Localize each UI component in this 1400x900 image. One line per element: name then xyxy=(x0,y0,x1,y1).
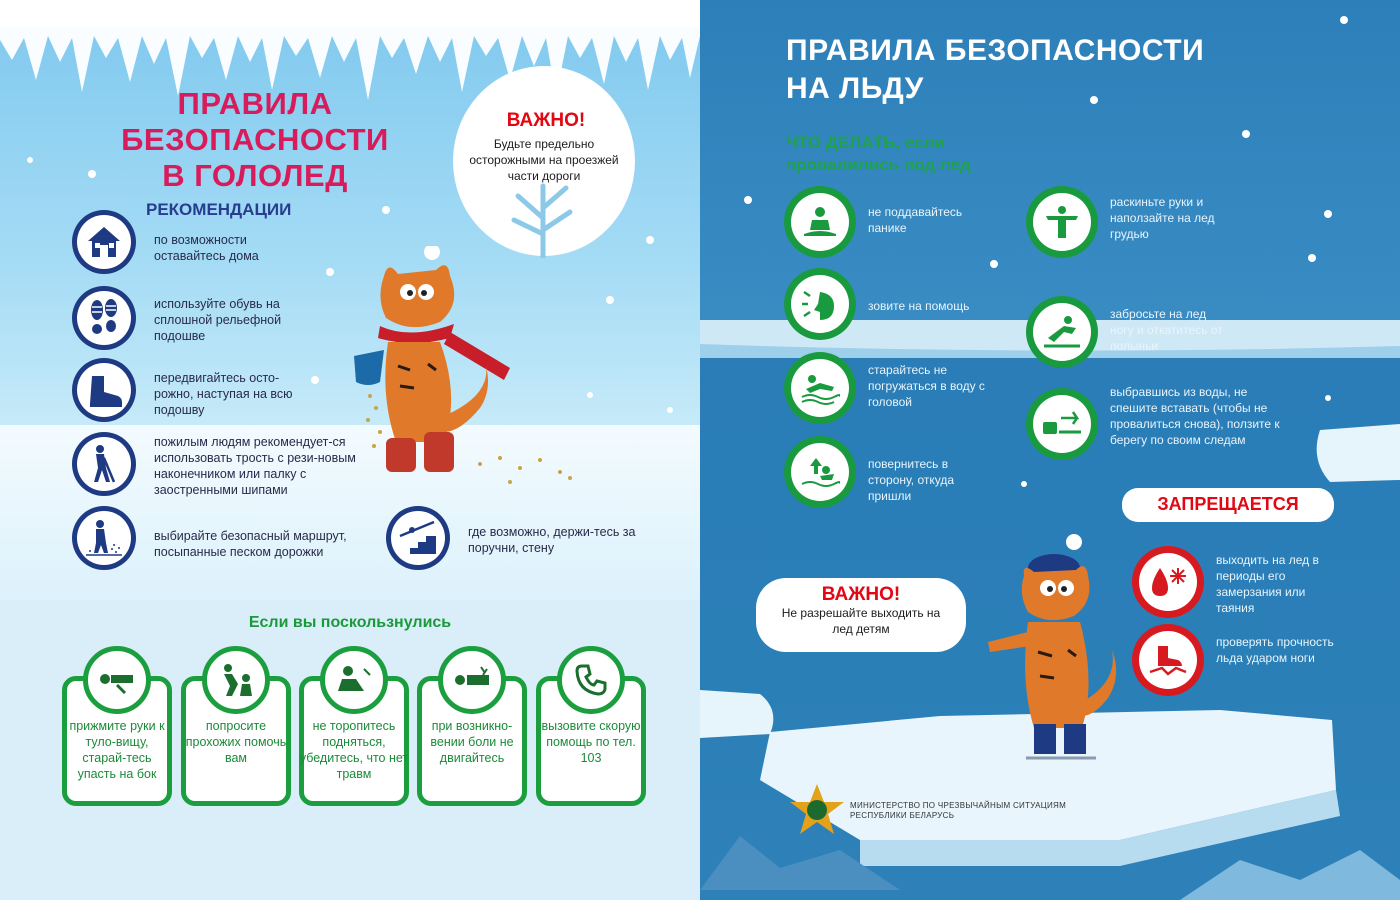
recommendation-text-2: используйте обувь на сплошной рельефной подошве xyxy=(154,297,282,343)
house-icon xyxy=(72,210,136,274)
title-right-line-1: ПРАВИЛА БЕЗОПАСНОСТИ xyxy=(786,34,1205,67)
handrail-stairs-icon xyxy=(386,506,450,570)
phone-icon xyxy=(557,646,625,714)
slip-text-2: попросите прохожих помочь вам xyxy=(185,719,287,765)
slip-text-5: вызовите скорую помощь по тел. 103 xyxy=(541,719,641,765)
subtitle-line-2: провалились под лед xyxy=(786,155,971,174)
poster-title-right xyxy=(786,32,1204,108)
recommendation-text-4: пожилым людям рекомендует-ся использовать трость с рези-новым наконечником или палку с заостренными шипами xyxy=(154,435,356,497)
roll-out-icon xyxy=(1026,296,1098,368)
slip-text-4: при возникно-вении боли не двигайтесь xyxy=(430,719,514,765)
slip-text-3: не торопитесь подняться, убедитесь, что нет травм xyxy=(299,719,409,781)
action-text-3: старайтесь не погружаться в воду с головой xyxy=(868,363,985,409)
action-text-1: не поддавайтесь панике xyxy=(868,205,963,235)
important-text: Будьте предельно осторожными на проезжей части дороги xyxy=(469,137,619,183)
recommendation-text-3: передвигайтесь осто-рожно, наступая на всю подошву xyxy=(154,371,293,417)
recommendations-heading: РЕКОМЕНДАЦИИ xyxy=(146,200,292,219)
action-text-4: повернитесь в сторону, откуда пришли xyxy=(868,457,955,503)
sanded-path-icon xyxy=(72,506,136,570)
ministry-emblem-icon xyxy=(788,782,846,838)
title-line-3: В ГОЛОЛЕД xyxy=(162,158,348,193)
action-text-7: выбравшись из воды, не спешите вставать (чтобы не провалиться снова), ползите к берегу по своим следам xyxy=(1110,385,1280,447)
important-title-right: ВАЖНО! xyxy=(821,584,901,605)
slip-heading: Если вы поскользнулись xyxy=(248,614,452,631)
ministry-caption xyxy=(850,801,1066,821)
action-text-5: раскиньте руки и наползайте на лед грудью xyxy=(1110,195,1215,241)
spread-arms-icon xyxy=(1026,186,1098,258)
subtitle-right xyxy=(786,132,971,176)
meditate-icon xyxy=(784,186,856,258)
forbidden-title: ЗАПРЕЩАЕТСЯ xyxy=(1157,494,1299,514)
subtitle-line-1: ЧТО ДЕЛАТЬ, если xyxy=(786,133,945,152)
title-line-1: ПРАВИЛА xyxy=(177,86,333,121)
turn-back-icon xyxy=(784,436,856,508)
lie-still-icon xyxy=(438,646,506,714)
cat-illustration xyxy=(340,246,580,490)
action-text-6: забросьте на лед ногу и откатитесь от полыньи xyxy=(1110,307,1223,353)
recommendation-text-6: где возможно, держи-тесь за поручни, стену xyxy=(468,525,636,555)
important-title: ВАЖНО! xyxy=(506,110,586,131)
walking-cane-icon xyxy=(72,432,136,496)
ministry-line-1: МИНИСТЕРСТВО ПО ЧРЕЗВЫЧАЙНЫМ СИТУАЦИЯМ xyxy=(850,801,1067,810)
title-right-line-2: НА ЛЬДУ xyxy=(786,72,924,105)
boot-icon xyxy=(72,358,136,422)
ask-help-icon xyxy=(202,646,270,714)
ministry-line-2: РЕСПУБЛИКИ БЕЛАРУСЬ xyxy=(850,811,955,820)
important-text-right: Не разрешайте выходить на лед детям xyxy=(781,606,941,636)
slip-text-1: прижмите руки к туло-вищу, старай-тесь упасть на бок xyxy=(69,719,165,781)
swimmer-icon xyxy=(784,352,856,424)
recommendation-text-5: выбирайте безопасный маршрут, посыпанные песком дорожки xyxy=(154,529,347,559)
action-text-2: зовите на помощь xyxy=(868,299,970,313)
thaw-freeze-icon xyxy=(1132,546,1204,618)
forbidden-text-2: проверять прочность льда ударом ноги xyxy=(1216,635,1334,665)
title-line-2: БЕЗОПАСНОСТИ xyxy=(121,122,389,157)
poster-title xyxy=(100,86,410,194)
shout-icon xyxy=(784,268,856,340)
right-poster-ice-safety xyxy=(700,0,1400,900)
check-injury-icon xyxy=(320,646,388,714)
cat-skater-illustration xyxy=(982,532,1132,778)
fall-sideways-icon xyxy=(83,646,151,714)
footprints-icon xyxy=(72,286,136,350)
recommendation-text-1: по возможности оставайтесь дома xyxy=(154,233,259,263)
crawl-icon xyxy=(1026,388,1098,460)
forbidden-text-1: выходить на лед в периоды его замерзания или таяния xyxy=(1216,553,1319,615)
stomp-ice-icon xyxy=(1132,624,1204,696)
